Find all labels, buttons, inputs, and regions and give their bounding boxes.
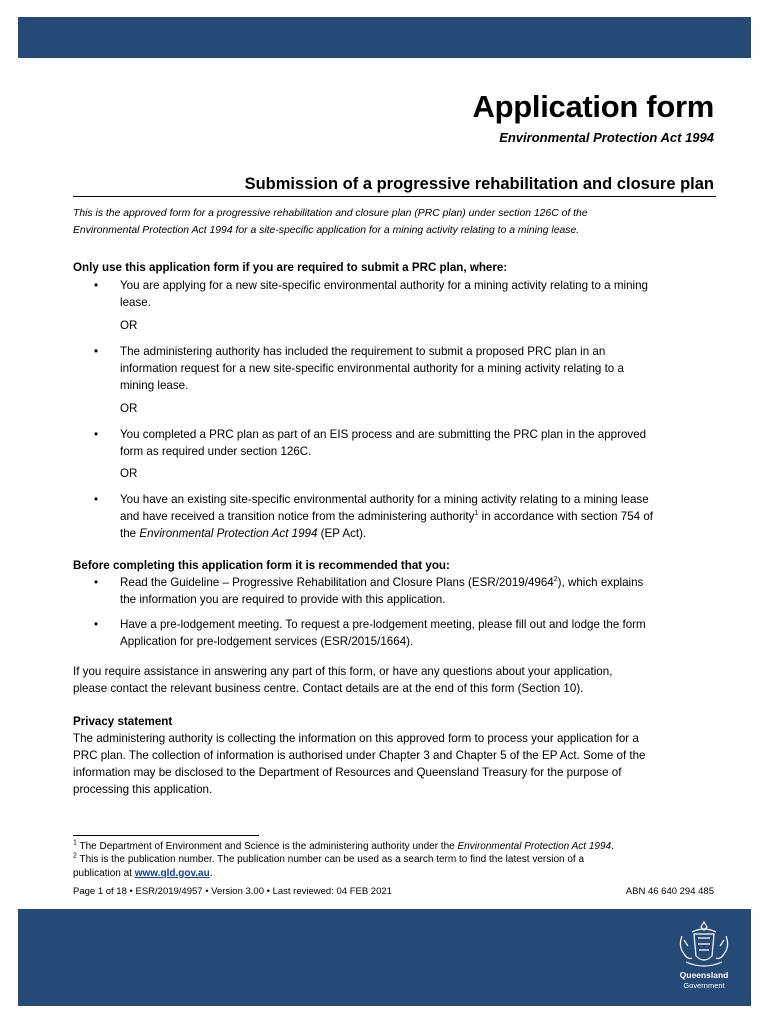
footer-band xyxy=(18,909,751,1006)
list-item: Have a pre-lodgement meeting. To request a pre-lodgement meeting, please fill out and lodge the form Application for pre-lodgement services (ESR/2015/1664). xyxy=(120,618,646,648)
abn-number: ABN 46 640 294 485 xyxy=(625,886,714,897)
assistance-paragraph: If you require assistance in answering any part of this form, or have any questions about your application, please contact the relevant business centre. Contact details are at the end of this form (Section 10). xyxy=(73,665,613,695)
intro-line: This is the approved form for a progressive rehabilitation and closure plan (PRC plan) under section 126C of the xyxy=(73,208,588,219)
footnote-divider xyxy=(73,835,259,836)
bullet-symbol: • xyxy=(94,618,99,631)
intro-line: Environmental Protection Act 1994 for a site-specific application for a mining activity relating to a mining lease. xyxy=(73,225,580,236)
list-item: The administering authority has included the requirement to submit a proposed PRC plan in an information request for a new site-specific environmental authority for a mining activity relating to a mining lease. xyxy=(120,345,624,392)
section-heading: Submission of a progressive rehabilitation and closure plan xyxy=(244,175,714,193)
heading-divider xyxy=(73,196,716,197)
or-separator: OR xyxy=(120,402,138,415)
bullet-symbol: • xyxy=(94,345,99,358)
page-subtitle: Environmental Protection Act 1994 xyxy=(499,130,714,145)
list-item: You completed a PRC plan as part of an EIS process and are submitting the PRC plan in the approved form as required under section 126C. xyxy=(120,428,647,458)
list-item: You are applying for a new site-specific environmental authority for a mining activity relating to a mining lease. xyxy=(120,279,649,309)
logo-line-1: Queensland xyxy=(679,970,729,980)
page-title: Application form xyxy=(472,89,714,124)
privacy-heading: Privacy statement xyxy=(73,715,173,728)
or-separator: OR xyxy=(120,467,138,480)
qld-gov-link[interactable]: www.qld.gov.au xyxy=(134,867,210,879)
queensland-government-logo xyxy=(672,918,736,994)
only-use-heading: Only use this application form if you are required to submit a PRC plan, where: xyxy=(73,261,508,274)
bullet-symbol: • xyxy=(94,428,99,441)
bullet-symbol: • xyxy=(94,493,99,506)
footnote-1: $^1$ The Department of Environment and Science is the administering authority under the Environmental Protection Act 1994. xyxy=(73,839,614,852)
before-heading: Before completing this application form it is recommended that you: xyxy=(73,559,450,572)
or-separator: OR xyxy=(120,319,138,332)
list-item: Read the Guideline – Progressive Rehabilitation and Closure Plans (ESR/2019/4964$^2$), which explains the information you are required to provide with this application. xyxy=(120,576,644,606)
footnote-2: $^2$ This is the publication number. The publication number can be used as a search term to find the latest version of a publication at www.qld.gov.au. xyxy=(73,852,585,879)
intro-paragraph xyxy=(73,205,723,239)
logo-line-2: Government xyxy=(683,981,725,990)
privacy-paragraph: The administering authority is collecting the information on this approved form to process your application for a PRC plan. The collection of information is authorised under Chapter 3 and Chapter 5 of the EP Act. Some of the information may be disclosed to the Department of Resources and Queensland Treasury for the purpose of processing this application. xyxy=(73,732,646,796)
header-band xyxy=(18,17,751,58)
page-footer-info: Page 1 of 18 • ESR/2019/4957 • Version 3.00 • Last reviewed: 04 FEB 2021 xyxy=(73,886,392,897)
bullet-symbol: • xyxy=(94,279,99,292)
bullet-symbol: • xyxy=(94,576,99,589)
list-item: You have an existing site-specific environmental authority for a mining activity relating to a mining lease and have received a transition notice from the administering authority$^1$ in accordance with section 754 of the Environmental Protection Act 1994 (EP Act). xyxy=(120,493,654,540)
